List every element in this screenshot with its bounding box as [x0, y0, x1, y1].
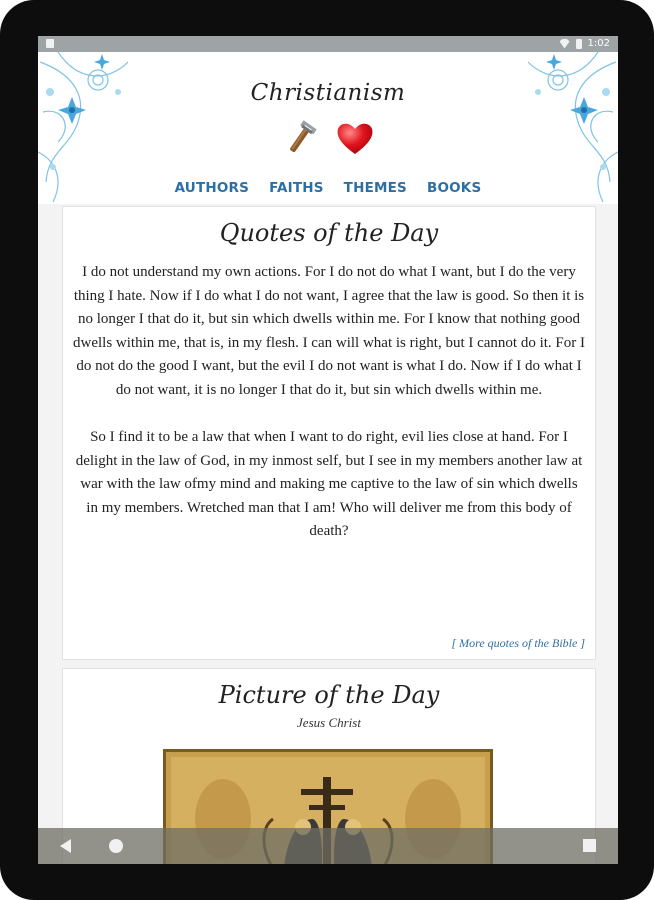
more-quotes-link[interactable]: [ More quotes of the Bible ] [451, 636, 585, 650]
nav-faiths[interactable]: FAITHS [269, 180, 324, 196]
quote-paragraph: So I find it to be a law that when I want to do right, evil lies close at hand. For I delight in the law of God, in my inmost self, but I see in my members another law at war with the law ofmy mind and making me captive to the law of sin which dwells in my members. Wretched man that I am! Who will deliver me from this body of death? [75, 429, 583, 539]
android-nav-bar [38, 828, 618, 864]
device-screen [38, 36, 618, 864]
home-icon[interactable] [109, 839, 123, 853]
status-right [560, 38, 610, 49]
picture-heading: Picture of the Day [218, 681, 440, 709]
app-title: Christianism [250, 80, 406, 106]
notification-icon [46, 39, 54, 48]
recents-icon[interactable] [583, 839, 596, 852]
quote-paragraph: I do not understand my own actions. For I do not do what I want, but I do the very thing I hate. Now if I do what I do not want, I agree that the law is good. So then it is no longer I that do it, but sin which dwells within me. For I know that nothing good dwells within me, that is, in my flesh. I can will what is right, but I cannot do it. For I do not do the good I want, but the evil I do not want is what I do. Now if I do what I do not want, it is no longer I that do it, but sin which dwells within me. [73, 264, 586, 398]
main-nav [38, 180, 618, 196]
status-bar [38, 36, 618, 52]
header-icons [38, 120, 618, 156]
quote-text [73, 261, 585, 544]
status-time: 1:02 [587, 38, 610, 49]
picture-caption: Jesus Christ [297, 715, 361, 730]
battery-icon [576, 39, 582, 49]
back-icon[interactable] [60, 839, 71, 853]
quotes-heading: Quotes of the Day [219, 219, 439, 247]
wrench-icon[interactable] [281, 120, 321, 156]
nav-themes[interactable]: THEMES [343, 180, 407, 196]
nav-books[interactable]: BOOKS [426, 180, 482, 196]
heart-icon[interactable] [335, 120, 375, 156]
wifi-icon [560, 39, 570, 49]
nav-authors[interactable]: AUTHORS [174, 180, 250, 196]
quotes-card [62, 206, 596, 660]
app-header [38, 52, 618, 204]
